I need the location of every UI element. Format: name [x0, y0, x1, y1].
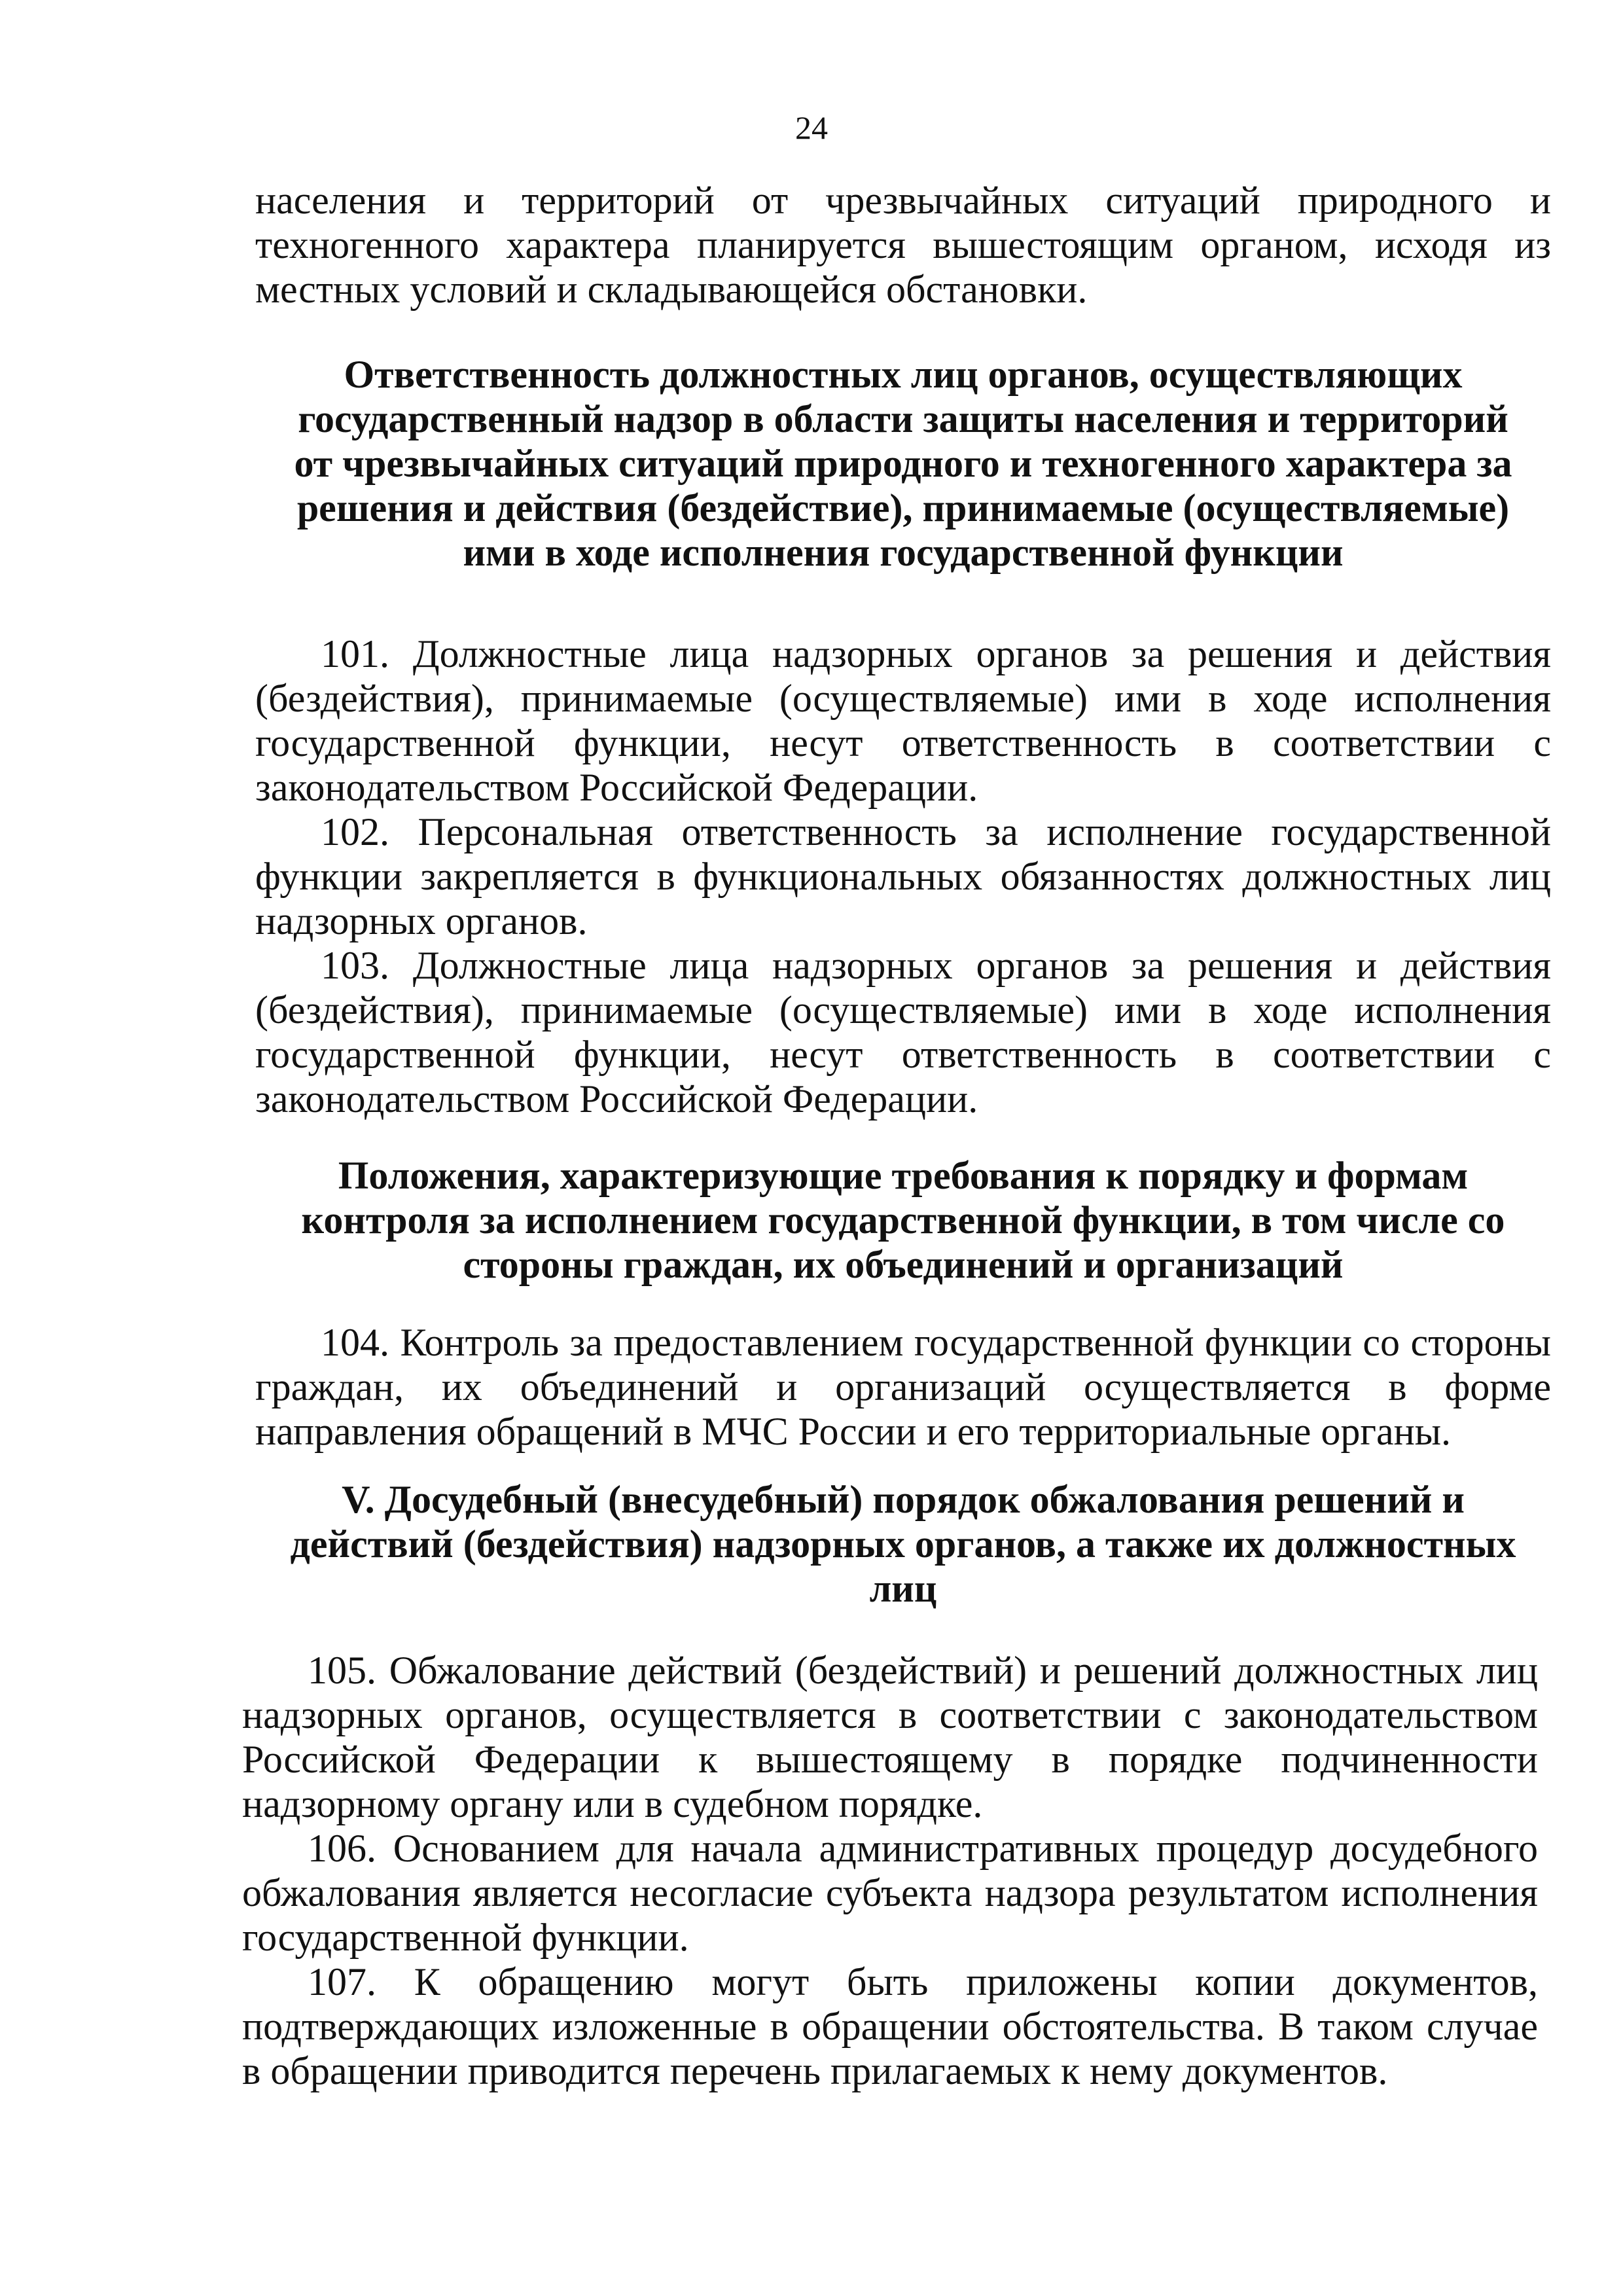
paragraph-105: 105. Обжалование действий (бездействий) и решений должностных лиц надзорных органов, осуществляется в соответствии с законодательством Российской Федерации к вышестоящему в порядке подчиненности надзорному органу или в судебном порядке.: [242, 1649, 1538, 1825]
paragraph-102: 102. Персональная ответственность за исполнение государственной функции закрепляется в функциональных обязанностях должностных лиц надзорных органов.: [255, 810, 1551, 942]
intro-paragraph: населения и территорий от чрезвычайных ситуаций природного и техногенного характера планируется вышестоящим органом, исходя из местных условий и складывающейся обстановки.: [255, 179, 1551, 311]
heading-control: Положения, характеризующие требования к порядку и формам контроля за исполнением государственной функции, в том числе со стороны граждан, их объединений и организаций: [301, 1154, 1505, 1286]
control-paragraphs: [255, 1320, 1551, 1454]
paragraph-106: 106. Основанием для начала административных процедур досудебного обжалования является несогласие субъекта надзора результатом исполнения государственной функции.: [242, 1827, 1538, 1959]
responsibility-paragraphs: [255, 632, 1551, 1121]
heading-responsibility: Ответственность должностных лиц органов, осуществляющих государственный надзор в области защиты населения и территорий от чрезвычайных ситуаций природного и техногенного характера за решения и действия (бездействие), принимаемые (осуществляемые) ими в ходе исполнения государственной функции: [294, 353, 1512, 574]
paragraph-103: 103. Должностные лица надзорных органов за решения и действия (бездействия), принимаемые (осуществляемые) ими в ходе исполнения государственной функции, несут ответственность в соответствии с законодательством Российской Федерации.: [255, 944, 1551, 1121]
paragraph-101: 101. Должностные лица надзорных органов за решения и действия (бездействия), принимаемые (осуществляемые) ими в ходе исполнения государственной функции, несут ответственность в соответствии с законодательством Российской Федерации.: [255, 632, 1551, 809]
heading-appeal: V. Досудебный (внесудебный) порядок обжалования решений и действий (бездействия) надзорных органов, а также их должностных лиц: [290, 1478, 1516, 1610]
heading-control-block: [275, 1153, 1531, 1287]
appeal-paragraphs: [242, 1648, 1538, 2093]
paragraph-107: 107. К обращению могут быть приложены копии документов, подтверждающих изложенные в обращении обстоятельства. В таком случае в обращении приводится перечень прилагаемых к нему документов.: [242, 1960, 1538, 2092]
page-number: 24: [795, 109, 828, 146]
paragraph-104: 104. Контроль за предоставлением государственной функции со стороны граждан, их объединений и организаций осуществляется в форме направления обращений в МЧС России и его территориальные органы.: [255, 1321, 1551, 1453]
intro-paragraph-block: [255, 178, 1551, 312]
heading-appeal-block: [262, 1477, 1544, 1611]
heading-responsibility-block: [275, 352, 1531, 575]
